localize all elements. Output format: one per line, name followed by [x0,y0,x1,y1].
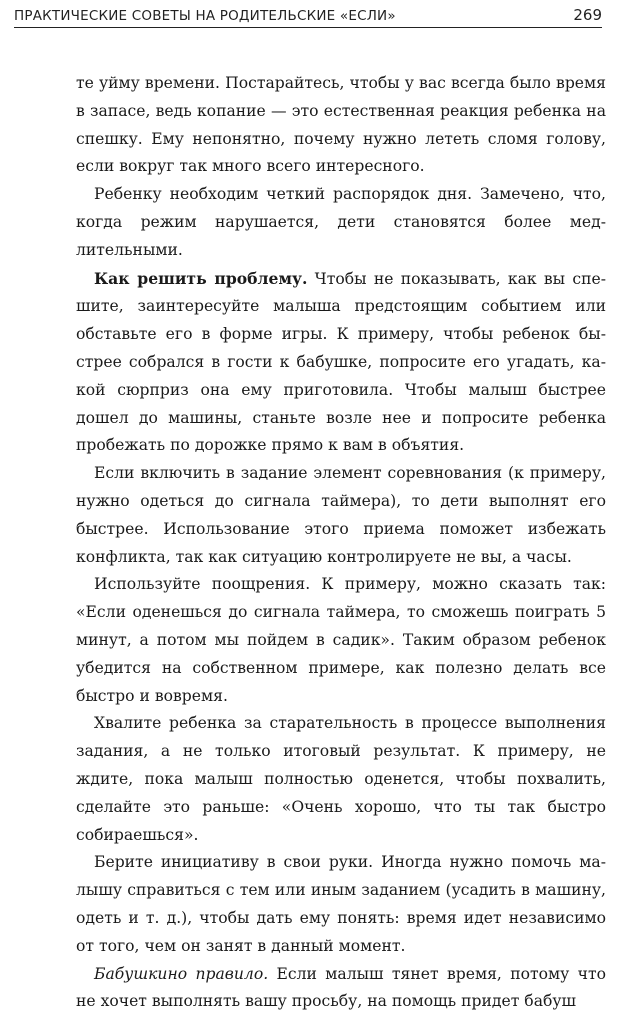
running-header [14,4,602,28]
paragraph-lead-bold: Как решить проблему. [94,269,307,288]
paragraph-text: Используйте поощрения. К примеру, можно сказать так: «Если оденешься до сигнала таймера, то сможешь поиграть 5 минут, а потом мы пойдем в садик». Таким образом ребенок убедится на собственном примере, как полезно делать все быстро и вовремя. [76,575,606,704]
paragraph-text: Чтобы не показывать, как вы спешите, заинтересуйте малыша предстоящим событием или обставьте его в форме игры. К примеру, чтобы ребенок быстрее собрался в гости к бабушке, попросите его угадать, какой сюрприз она ему приготовила. Чтобы малыш быстрее дошел до машины, станьте возле нее и попросите ребенка пробежать по дорожке прямо к вам в объятия. [76,270,606,455]
paragraph-lead-italic: Бабушкино правило. [94,965,268,983]
page-number: 269 [573,6,602,24]
running-title: ПРАКТИЧЕСКИЕ СОВЕТЫ НА РОДИТЕЛЬСКИЕ «ЕСЛИ» [14,8,396,24]
paragraph-text: Если включить в задание элемент соревнования (к примеру, нужно одеться до сигнала таймера), то дети выполнят его быстрее. Использование этого приема поможет избежать конфликта, так как ситуацию контролируете не вы, а часы. [76,464,606,565]
paragraph-text: Если малыш тянет время, потому что не хочет выполнять вашу просьбу, на помощь придет бабуш [76,965,606,1011]
paragraph [76,849,606,960]
paragraph [76,181,606,264]
paragraph-text: Ребенку необходим четкий распорядок дня. Замечено, что, когда режим нарушается, дети становятся более медлительными. [76,185,606,259]
paragraph [76,571,606,710]
body-text [76,70,606,1016]
paragraph-text: Берите инициативу в свои руки. Иногда нужно помочь малышу справиться с тем или иным заданием (усадить в машину, одеть и т. д.), чтобы дать ему понять: время идет независимо от того, чем он занят в данный момент. [76,853,606,954]
paragraph-text: те уйму времени. Постарайтесь, чтобы у вас всегда было время в запасе, ведь копание — это естественная реакция ребенка на спешку. Ему непонятно, почему нужно лететь сломя голову, если вокруг так много всего интересного. [76,74,606,175]
paragraph-continued [76,70,606,181]
paragraph [76,265,606,461]
paragraph-text: Хвалите ребенка за старательность в процессе выполнения задания, а не только итоговый результат. К примеру, не ждите, пока малыш полностью оденется, чтобы похвалить, сделайте это раньше: «Очень хорошо, что ты так быстро собираешься». [76,714,606,843]
paragraph [76,460,606,571]
paragraph [76,710,606,849]
